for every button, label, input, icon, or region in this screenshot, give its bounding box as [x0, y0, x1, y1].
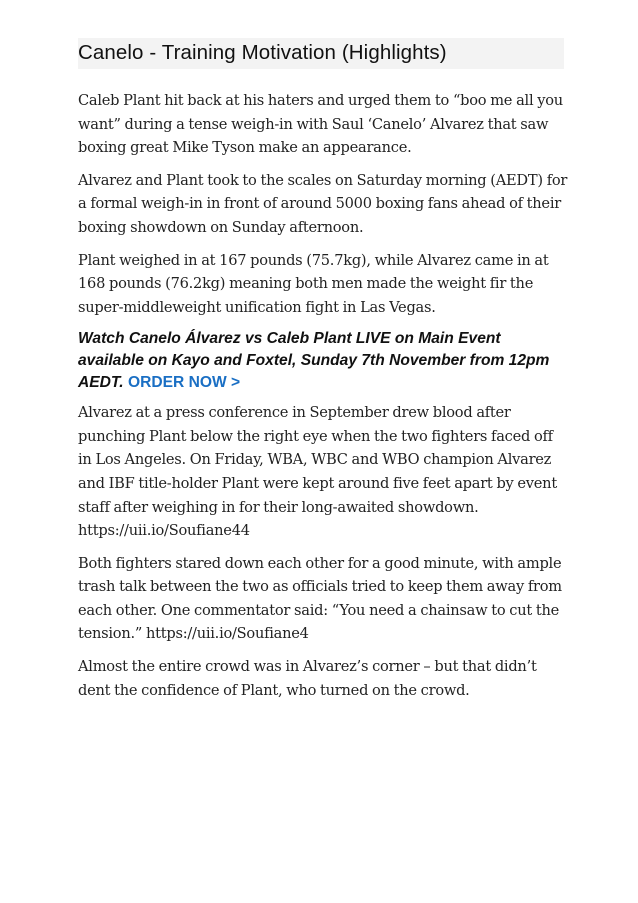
promo-paragraph — [78, 328, 568, 393]
document-title: Canelo - Training Motivation (Highlights) — [78, 41, 447, 64]
paragraph-3: Plant weighed in at 167 pounds (75.7kg), while Alvarez came in at 168 pounds (76.2kg) meaning both men made the weight fir the super-middleweight unification fight in Las Vegas. — [78, 251, 549, 316]
document-page — [78, 38, 568, 711]
paragraph-2: Alvarez and Plant took to the scales on Saturday morning (AEDT) for a formal weigh-in in front of around 5000 boxing fans ahead of their boxing showdown on Sunday afternoon. — [78, 171, 568, 236]
paragraph-5: Both fighters stared down each other for a good minute, with ample trash talk between the two as officials tried to keep them away from each other. One commentator said: “You need a chainsaw to cut the tension.” https://uii.io/Soufiane4 — [78, 554, 562, 643]
paragraph-1: Caleb Plant hit back at his haters and urged them to “boo me all you want” during a tense weigh-in with Saul ‘Canelo’ Alvarez that saw boxing great Mike Tyson make an appearance. — [78, 92, 563, 157]
paragraph-6: Almost the entire crowd was in Alvarez’s corner – but that didn’t dent the confidence of Plant, who turned on the crowd. — [78, 658, 537, 699]
order-now-link[interactable]: ORDER NOW > — [127, 373, 241, 391]
title-banner — [78, 38, 564, 69]
promo-text: Watch Canelo Álvarez vs Caleb Plant LIVE on Main Event available on Kayo and Foxtel, Sunday 7th November from 12pm AEDT. — [78, 330, 550, 391]
paragraph-4: Alvarez at a press conference in September drew blood after punching Plant below the right eye when the two fighters faced off in Los Angeles. On Friday, WBA, WBC and WBO champion Alvarez and IBF title-holder Plant were kept around five feet apart by event staff after weighing in for their long-awaited showdown. https://uii.io/Soufiane44 — [78, 404, 557, 540]
